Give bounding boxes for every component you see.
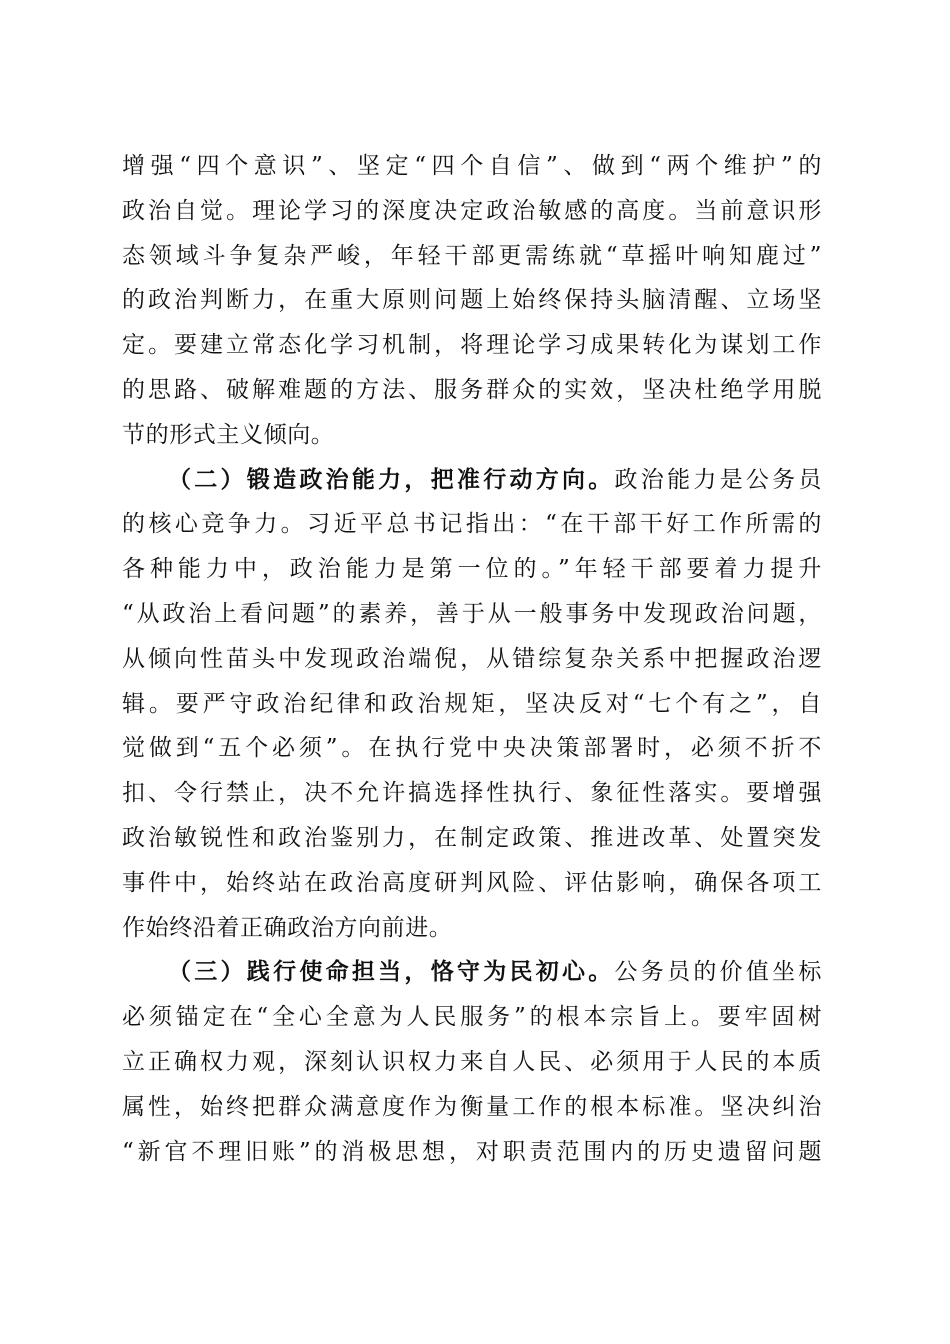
text-line: 属性，始终把群众满意度作为衡量工作的根本标准。坚决纠治 (122, 1093, 822, 1120)
text-line: 事件中，始终站在政治高度研判风险、评估影响，确保各项工 (122, 869, 822, 896)
text-run: 公务员的价值坐标 (614, 959, 822, 986)
text-line: 辑。要严守政治纪律和政治规矩，坚决反对“七个有之”，自 (122, 690, 822, 717)
text-line: 作始终沿着正确政治方向前进。 (122, 914, 453, 941)
text-line: 节的形式主义倾向。 (122, 421, 335, 448)
text-line: 觉做到“五个必须”。在执行党中央决策部署时，必须不折不 (122, 735, 822, 762)
text-line (122, 950, 822, 995)
paragraph-2 (122, 458, 822, 951)
text-line: 立正确权力观，深刻认识权力来自人民、必须用于人民的本质 (122, 1048, 822, 1075)
paragraph-1 (122, 144, 822, 458)
section-heading: （二）锻造政治能力，把准行动方向。 (168, 465, 615, 493)
text-line: 政治敏锐性和政治鉴别力，在制定政策、推进改革、处置突发 (122, 824, 822, 851)
document-page (122, 144, 822, 1174)
text-line: 定。要建立常态化学习机制，将理论学习成果转化为谋划工作 (122, 332, 822, 359)
text-line: “新官不理旧账”的消极思想，对职责范围内的历史遗留问题 (122, 1138, 822, 1165)
text-line: 的思路、破解难题的方法、服务群众的实效，坚决杜绝学用脱 (122, 376, 822, 403)
text-line (122, 458, 822, 503)
text-line: 的核心竞争力。习近平总书记指出：“在干部干好工作所需的 (122, 511, 822, 538)
text-line: 必须锚定在“全心全意为人民服务”的根本宗旨上。要牢固树 (122, 1004, 822, 1031)
text-line: 从倾向性苗头中发现政治端倪，从错综复杂关系中把握政治逻 (122, 645, 822, 672)
paragraph-3 (122, 950, 822, 1174)
section-heading: （三）践行使命担当，恪守为民初心。 (168, 958, 615, 986)
text-line: 政治自觉。理论学习的深度决定政治敏感的高度。当前意识形 (122, 197, 822, 224)
text-line: 态领域斗争复杂严峻，年轻干部更需练就“草摇叶响知鹿过” (122, 242, 822, 269)
text-run: 政治能力是公务员 (614, 466, 822, 493)
text-line: 增强“四个意识”、坚定“四个自信”、做到“两个维护”的 (122, 153, 822, 179)
text-line: 各种能力中，政治能力是第一位的。”年轻干部要着力提升 (122, 556, 822, 583)
text-line: 的政治判断力，在重大原则问题上始终保持头脑清醒、立场坚 (122, 287, 822, 314)
text-line: “从政治上看问题”的素养，善于从一般事务中发现政治问题， (122, 600, 822, 627)
text-line: 扣、令行禁止，决不允许搞选择性执行、象征性落实。要增强 (122, 780, 822, 807)
